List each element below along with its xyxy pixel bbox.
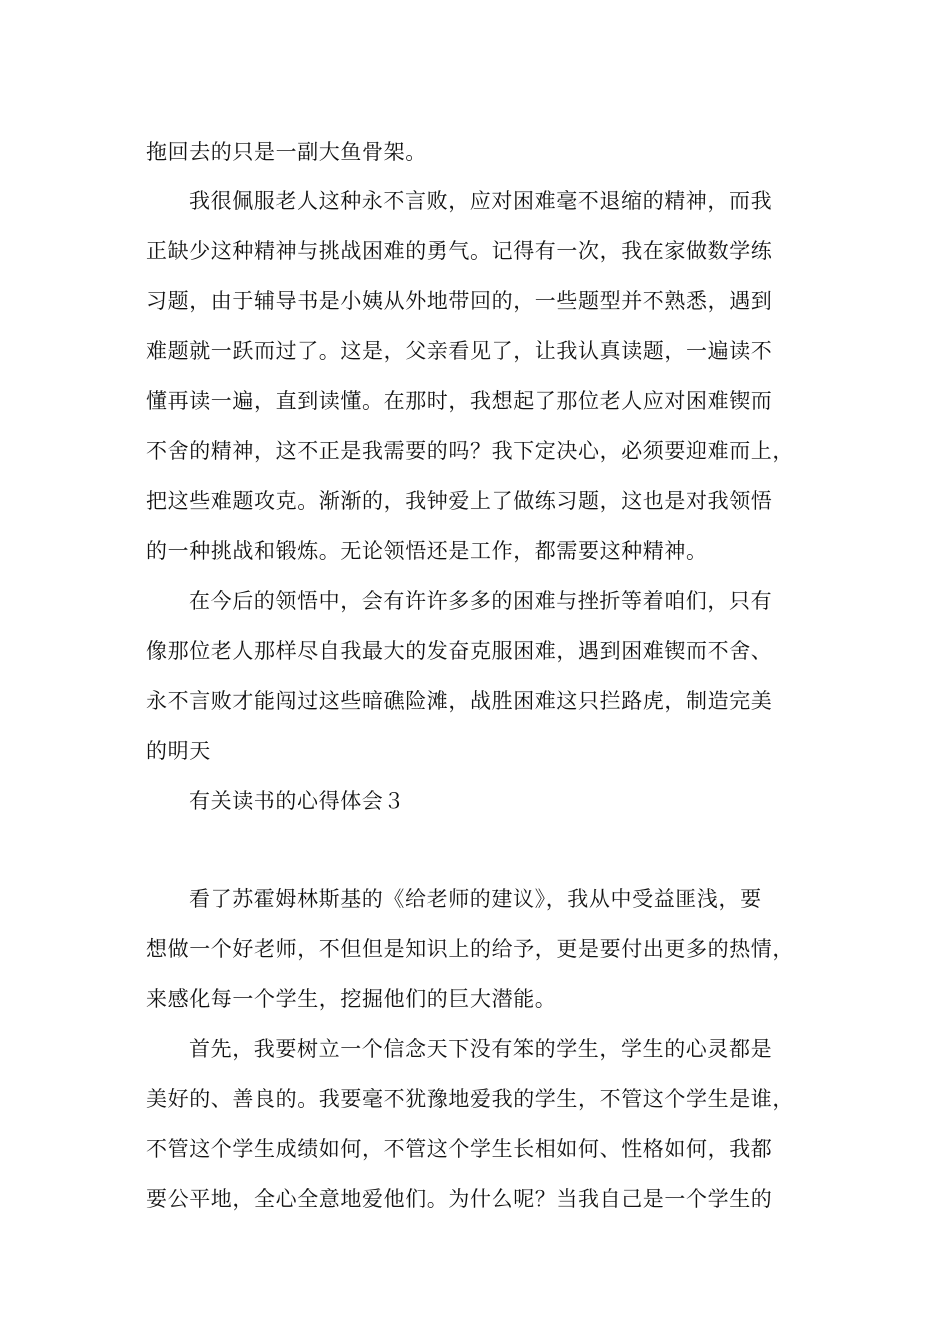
paragraph-line: 来感化每一个学生，挖掘他们的巨大潜能。 <box>146 987 557 1011</box>
paragraph-line: 的明天 <box>146 739 211 763</box>
paragraph-line: 正缺少这种精神与挑战困难的勇气。记得有一次，我在家做数学练 <box>146 239 773 263</box>
paragraph-line: 要公平地，全心全意地爱他们。为什么呢？当我自己是一个学生的 <box>146 1187 773 1211</box>
paragraph-line: 在今后的领悟中，会有许许多多的困难与挫折等着咱们，只有 <box>189 589 773 613</box>
paragraph-line: 首先，我要树立一个信念天下没有笨的学生，学生的心灵都是 <box>189 1037 773 1061</box>
paragraph-line: 永不言败才能闯过这些暗礁险滩，战胜困难这只拦路虎，制造完美 <box>146 689 773 713</box>
paragraph-line: 我很佩服老人这种永不言败，应对困难毫不退缩的精神，而我 <box>189 189 773 213</box>
paragraph-line: 像那位老人那样尽自我最大的发奋克服困难，遇到困难锲而不舍、 <box>146 639 773 663</box>
paragraph-line: 拖回去的只是一副大鱼骨架。 <box>146 140 427 164</box>
paragraph-line: 不舍的精神，这不正是我需要的吗？我下定决心，必须要迎难而上， <box>146 439 794 463</box>
paragraph-line: 难题就一跃而过了。这是，父亲看见了，让我认真读题，一遍读不 <box>146 339 773 363</box>
paragraph-line: 的一种挑战和锻炼。无论领悟还是工作，都需要这种精神。 <box>146 539 708 563</box>
paragraph-line: 习题，由于辅导书是小姨从外地带回的，一些题型并不熟悉，遇到 <box>146 289 773 313</box>
paragraph-line: 想做一个好老师，不但但是知识上的给予，更是要付出更多的热情， <box>146 937 794 961</box>
paragraph-line: 看了苏霍姆林斯基的《给老师的建议》，我从中受益匪浅，要 <box>189 887 762 911</box>
paragraph-line: 把这些难题攻克。渐渐的，我钟爱上了做练习题，这也是对我领悟 <box>146 489 773 513</box>
paragraph-line: 不管这个学生成绩如何，不管这个学生长相如何、性格如何，我都 <box>146 1137 773 1161</box>
paragraph-line: 懂再读一遍，直到读懂。在那时，我想起了那位老人应对困难锲而 <box>146 389 773 413</box>
paragraph-line: 美好的、善良的。我要毫不犹豫地爱我的学生，不管这个学生是谁， <box>146 1087 794 1111</box>
section-heading: 有关读书的心得体会３ <box>189 789 405 813</box>
